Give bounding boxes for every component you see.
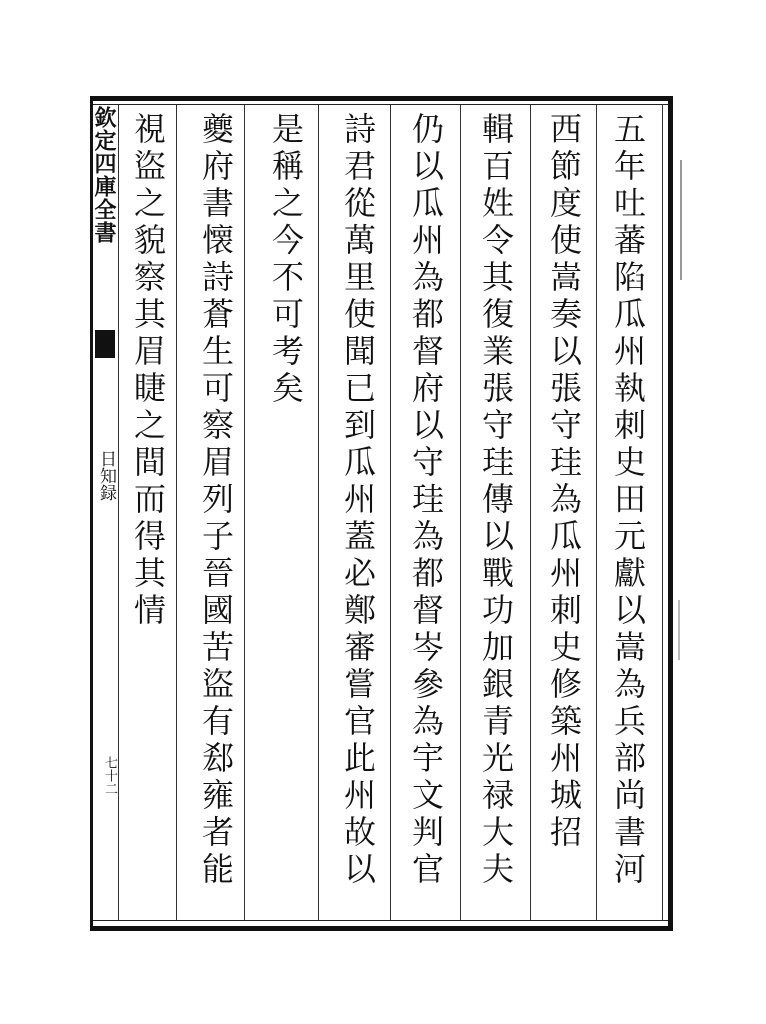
text-column-1: 五年吐蕃陷瓜州執刺史田元獻以嵩為兵部尚書河 — [609, 112, 647, 889]
text-column-4: 仍以瓜州為都督府以守珪為都督岑參為宇文判官 — [407, 112, 445, 889]
frame-top-inner-line — [92, 104, 672, 105]
book-title: 日知録 — [96, 450, 116, 501]
margin-divider-line — [118, 105, 119, 920]
column-divider — [596, 105, 597, 920]
text-column-5: 詩君從萬里使聞已到瓜州蓋必鄭審嘗官此州故以 — [339, 112, 377, 889]
page-edge-mark — [678, 600, 680, 660]
page-edge-mark — [680, 160, 682, 280]
text-column-7: 夔府書懐詩蒼生可察眉列子晉國苦盜有郄雍者能 — [197, 112, 235, 889]
text-column-6: 是稱之今不可考矣 — [267, 112, 305, 408]
frame-top-border — [92, 96, 672, 101]
collection-title: 欽定四庫全書 — [91, 106, 117, 244]
text-column-8: 視盜之貌察其眉睫之間而得其情 — [129, 112, 167, 630]
column-divider — [530, 105, 531, 920]
frame-bottom-inner-line — [92, 920, 672, 921]
fishtail-label — [95, 330, 115, 358]
frame-bottom-border — [92, 926, 672, 931]
frame-right-border — [668, 96, 673, 931]
column-divider — [244, 105, 245, 920]
column-divider — [460, 105, 461, 920]
text-column-2: 西節度使嵩奏以張守珪為瓜州刺史修築州城招 — [545, 112, 583, 852]
page-number: 七十二 — [102, 756, 117, 795]
frame-right-inner-line — [662, 104, 663, 921]
column-divider — [318, 105, 319, 920]
text-column-3: 輯百姓令其復業張守珪傳以戰功加銀青光禄大夫 — [477, 112, 515, 889]
column-divider — [176, 105, 177, 920]
column-divider — [390, 105, 391, 920]
